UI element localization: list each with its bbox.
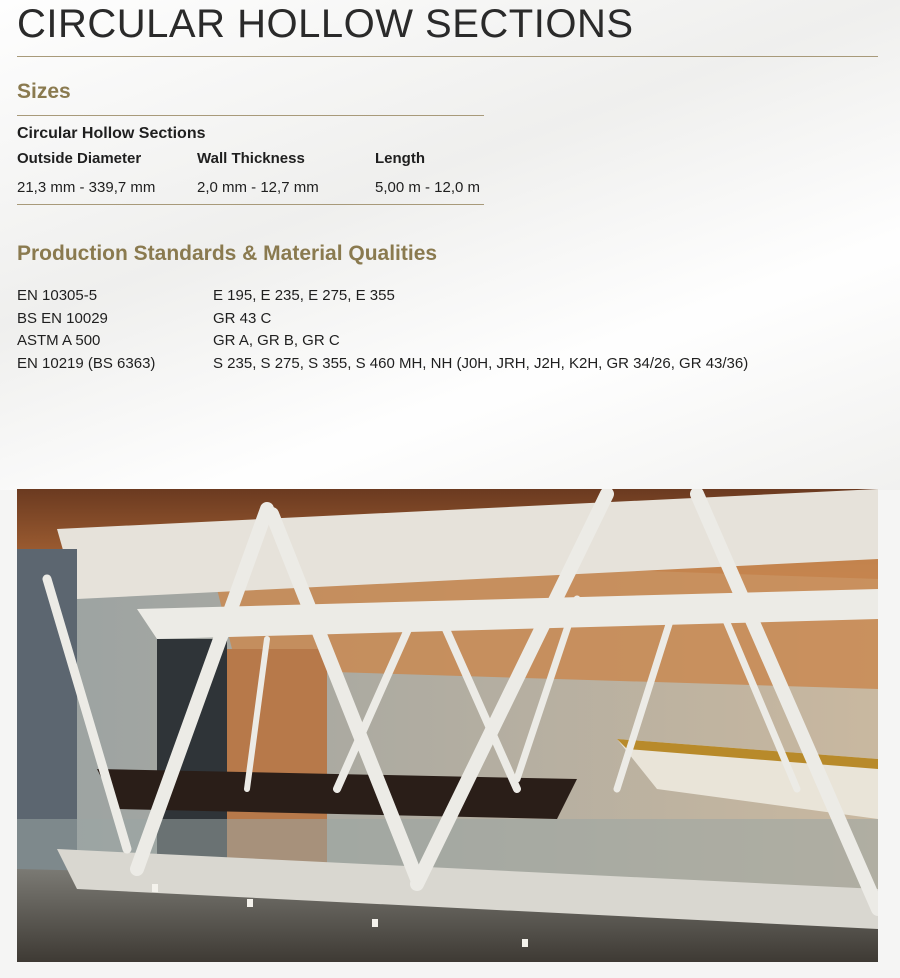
sizes-table <box>17 148 487 202</box>
sizes-value-row <box>17 168 487 202</box>
value-wall-thickness: 2,0 mm - 12,7 mm <box>197 178 319 196</box>
museum-photo <box>17 489 878 962</box>
standard-grades: GR A, GR B, GR C <box>213 332 340 350</box>
standard-grades: S 235, S 275, S 355, S 460 MH, NH (J0H, JRH, J2H, K2H, GR 34/26, GR 43/36) <box>213 355 749 373</box>
value-outside-diameter: 21,3 mm - 339,7 mm <box>17 178 156 196</box>
standard-row <box>17 308 748 331</box>
column-header-wall-thickness: Wall Thickness <box>197 149 305 167</box>
standard-grades: E 195, E 235, E 275, E 355 <box>213 287 395 304</box>
column-header-outside-diameter: Outside Diameter <box>17 149 142 167</box>
sizes-divider-bottom <box>17 204 484 205</box>
sizes-subtitle: Circular Hollow Sections <box>17 125 206 142</box>
standard-name: ASTM A 500 <box>17 332 101 350</box>
standards-heading: Production Standards & Material Qualities <box>17 242 438 265</box>
standard-name: EN 10219 (BS 6363) <box>17 355 156 373</box>
standard-row <box>17 330 748 353</box>
sizes-divider-top <box>17 115 484 116</box>
column-header-length: Length <box>375 149 425 167</box>
standards-list <box>17 285 748 376</box>
standard-grades: GR 43 C <box>213 309 272 327</box>
standard-name: BS EN 10029 <box>17 309 108 327</box>
standard-row <box>17 353 748 376</box>
page-title: CIRCULAR HOLLOW SECTIONS <box>17 2 634 46</box>
sizes-header-row <box>17 148 487 168</box>
standard-row <box>17 285 748 308</box>
steel-structure-illustration <box>17 489 878 962</box>
standard-name: EN 10305-5 <box>17 287 98 304</box>
title-divider <box>17 56 878 57</box>
value-length: 5,00 m - 12,0 m <box>375 178 481 196</box>
sizes-heading: Sizes <box>17 80 71 103</box>
